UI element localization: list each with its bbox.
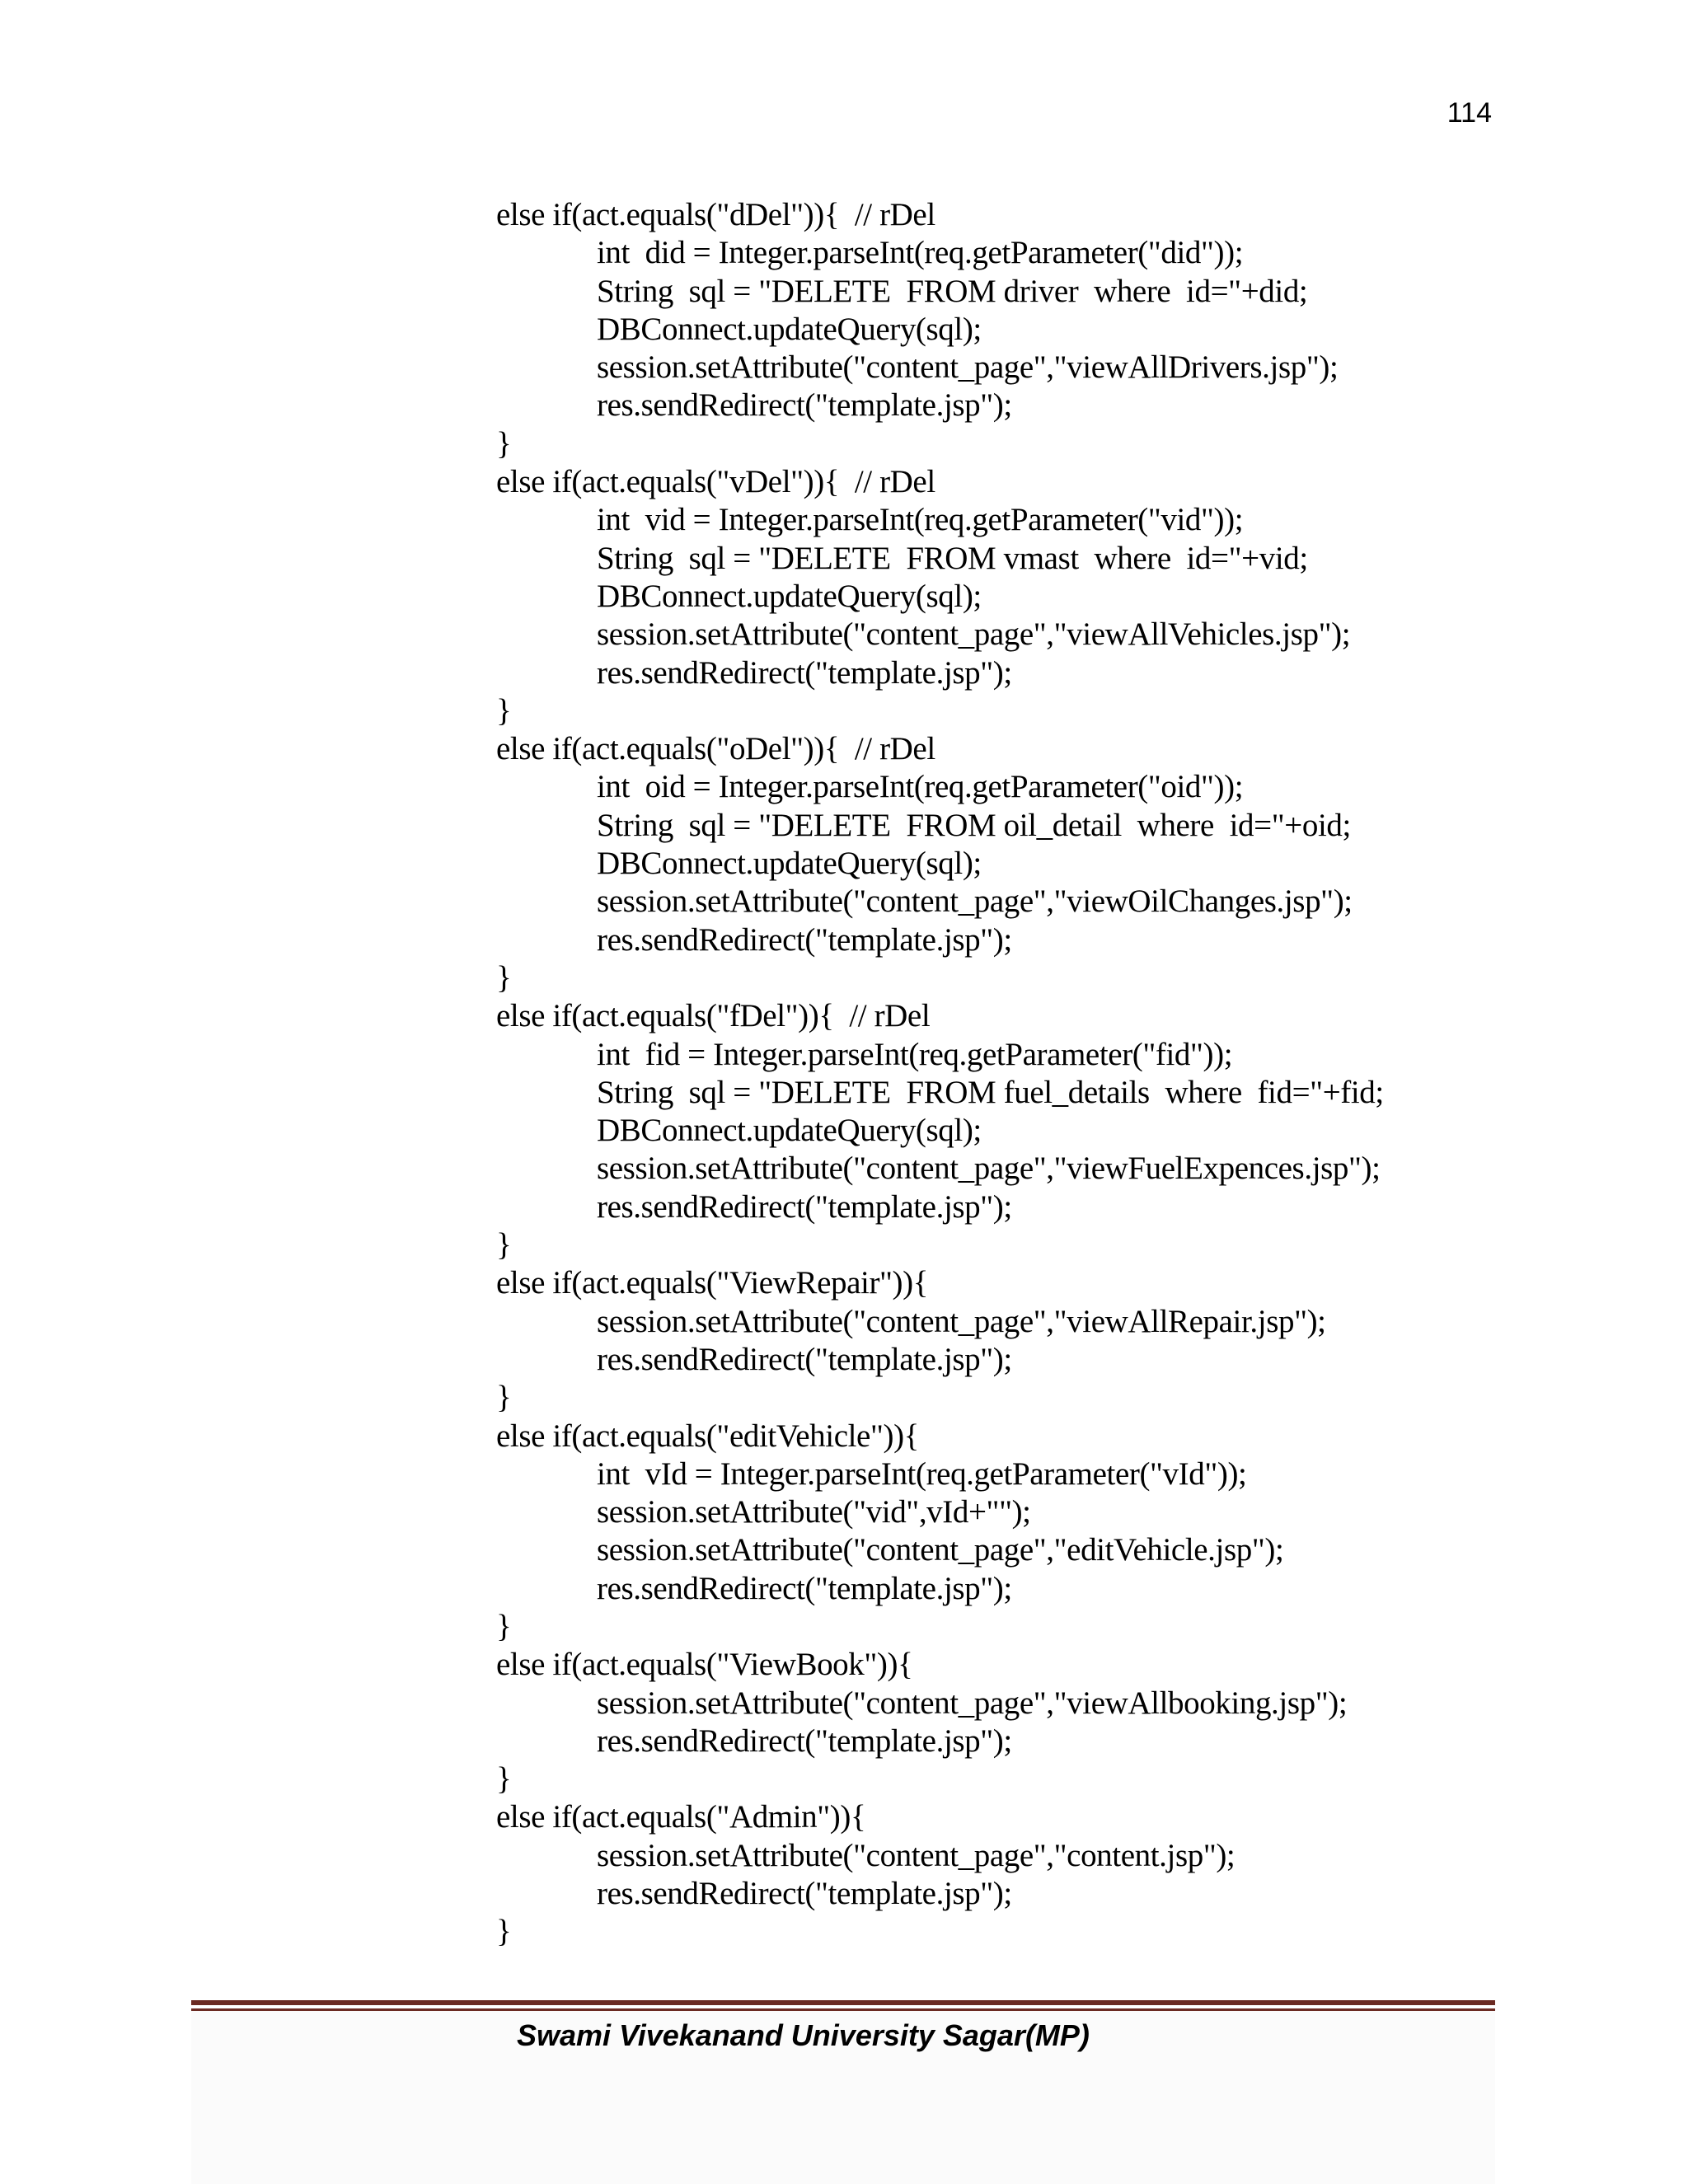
code-line: } [496, 425, 512, 462]
code-line: } [496, 1914, 512, 1950]
page-number: 114 [1447, 97, 1492, 129]
code-line: } [496, 1608, 512, 1644]
code-line: session.setAttribute("content_page","viewAllbooking.jsp"); [597, 1685, 1348, 1721]
footer-rule-thick [191, 2000, 1495, 2005]
code-line: int fid = Integer.parseInt(req.getParameter("fid")); [597, 1036, 1233, 1072]
code-line: int oid = Integer.parseInt(req.getParameter("oid")); [597, 769, 1244, 805]
code-line: String sql = "DELETE FROM driver where id="+did; [597, 273, 1308, 309]
code-line: res.sendRedirect("template.jsp"); [597, 387, 1012, 424]
code-line: res.sendRedirect("template.jsp"); [597, 1570, 1012, 1606]
code-line: DBConnect.updateQuery(sql); [597, 578, 982, 614]
code-line: DBConnect.updateQuery(sql); [597, 846, 982, 882]
code-line: else if(act.equals("oDel")){ // rDel [496, 731, 935, 767]
code-line: } [496, 1227, 512, 1263]
code-line: } [496, 1761, 512, 1797]
code-line: } [496, 959, 512, 996]
code-line: session.setAttribute("content_page","editVehicle.jsp"); [597, 1532, 1284, 1568]
code-line: session.setAttribute("content_page","viewAllRepair.jsp"); [597, 1303, 1326, 1339]
code-line: else if(act.equals("vDel")){ // rDel [496, 464, 935, 500]
code-listing [496, 196, 1526, 1952]
code-line: else if(act.equals("editVehicle")){ [496, 1418, 919, 1454]
code-line: res.sendRedirect("template.jsp"); [597, 1876, 1012, 1912]
code-line: res.sendRedirect("template.jsp"); [597, 921, 1012, 958]
code-line: session.setAttribute("content_page","content.jsp"); [597, 1837, 1236, 1873]
code-line: session.setAttribute("vid",vId+""); [597, 1494, 1031, 1530]
code-line: session.setAttribute("content_page","viewAllDrivers.jsp"); [597, 349, 1339, 386]
code-line: session.setAttribute("content_page","viewFuelExpences.jsp"); [597, 1151, 1381, 1187]
code-line: int vId = Integer.parseInt(req.getParameter("vId")); [597, 1455, 1247, 1492]
code-line: DBConnect.updateQuery(sql); [597, 311, 982, 347]
code-line: else if(act.equals("dDel")){ // rDel [496, 197, 935, 232]
footer-university-name: Swami Vivekanand University Sagar(MP) [517, 2018, 1090, 2052]
code-line: session.setAttribute("content_page","viewAllVehicles.jsp"); [597, 616, 1351, 653]
code-line: res.sendRedirect("template.jsp"); [597, 654, 1012, 691]
code-line: int vid = Integer.parseInt(req.getParameter("vid")); [597, 502, 1244, 538]
code-line: res.sendRedirect("template.jsp"); [597, 1188, 1012, 1225]
code-line: else if(act.equals("Admin")){ [496, 1799, 866, 1835]
code-line: String sql = "DELETE FROM oil_detail where id="+oid; [597, 807, 1351, 843]
code-line: else if(act.equals("ViewBook")){ [496, 1647, 913, 1683]
code-line: res.sendRedirect("template.jsp"); [597, 1341, 1012, 1377]
code-line: } [496, 1380, 512, 1416]
code-line: DBConnect.updateQuery(sql); [597, 1113, 982, 1149]
code-line: session.setAttribute("content_page","viewOilChanges.jsp"); [597, 883, 1353, 920]
code-line: int did = Integer.parseInt(req.getParameter("did")); [597, 235, 1244, 271]
code-line: String sql = "DELETE FROM vmast where id="+vid; [597, 540, 1308, 576]
code-line: else if(act.equals("ViewRepair")){ [496, 1265, 929, 1301]
code-line: else if(act.equals("fDel")){ // rDel [496, 998, 931, 1034]
code-line: res.sendRedirect("template.jsp"); [597, 1722, 1012, 1759]
code-line: String sql = "DELETE FROM fuel_details where fid="+fid; [597, 1074, 1384, 1110]
code-line: } [496, 692, 512, 729]
